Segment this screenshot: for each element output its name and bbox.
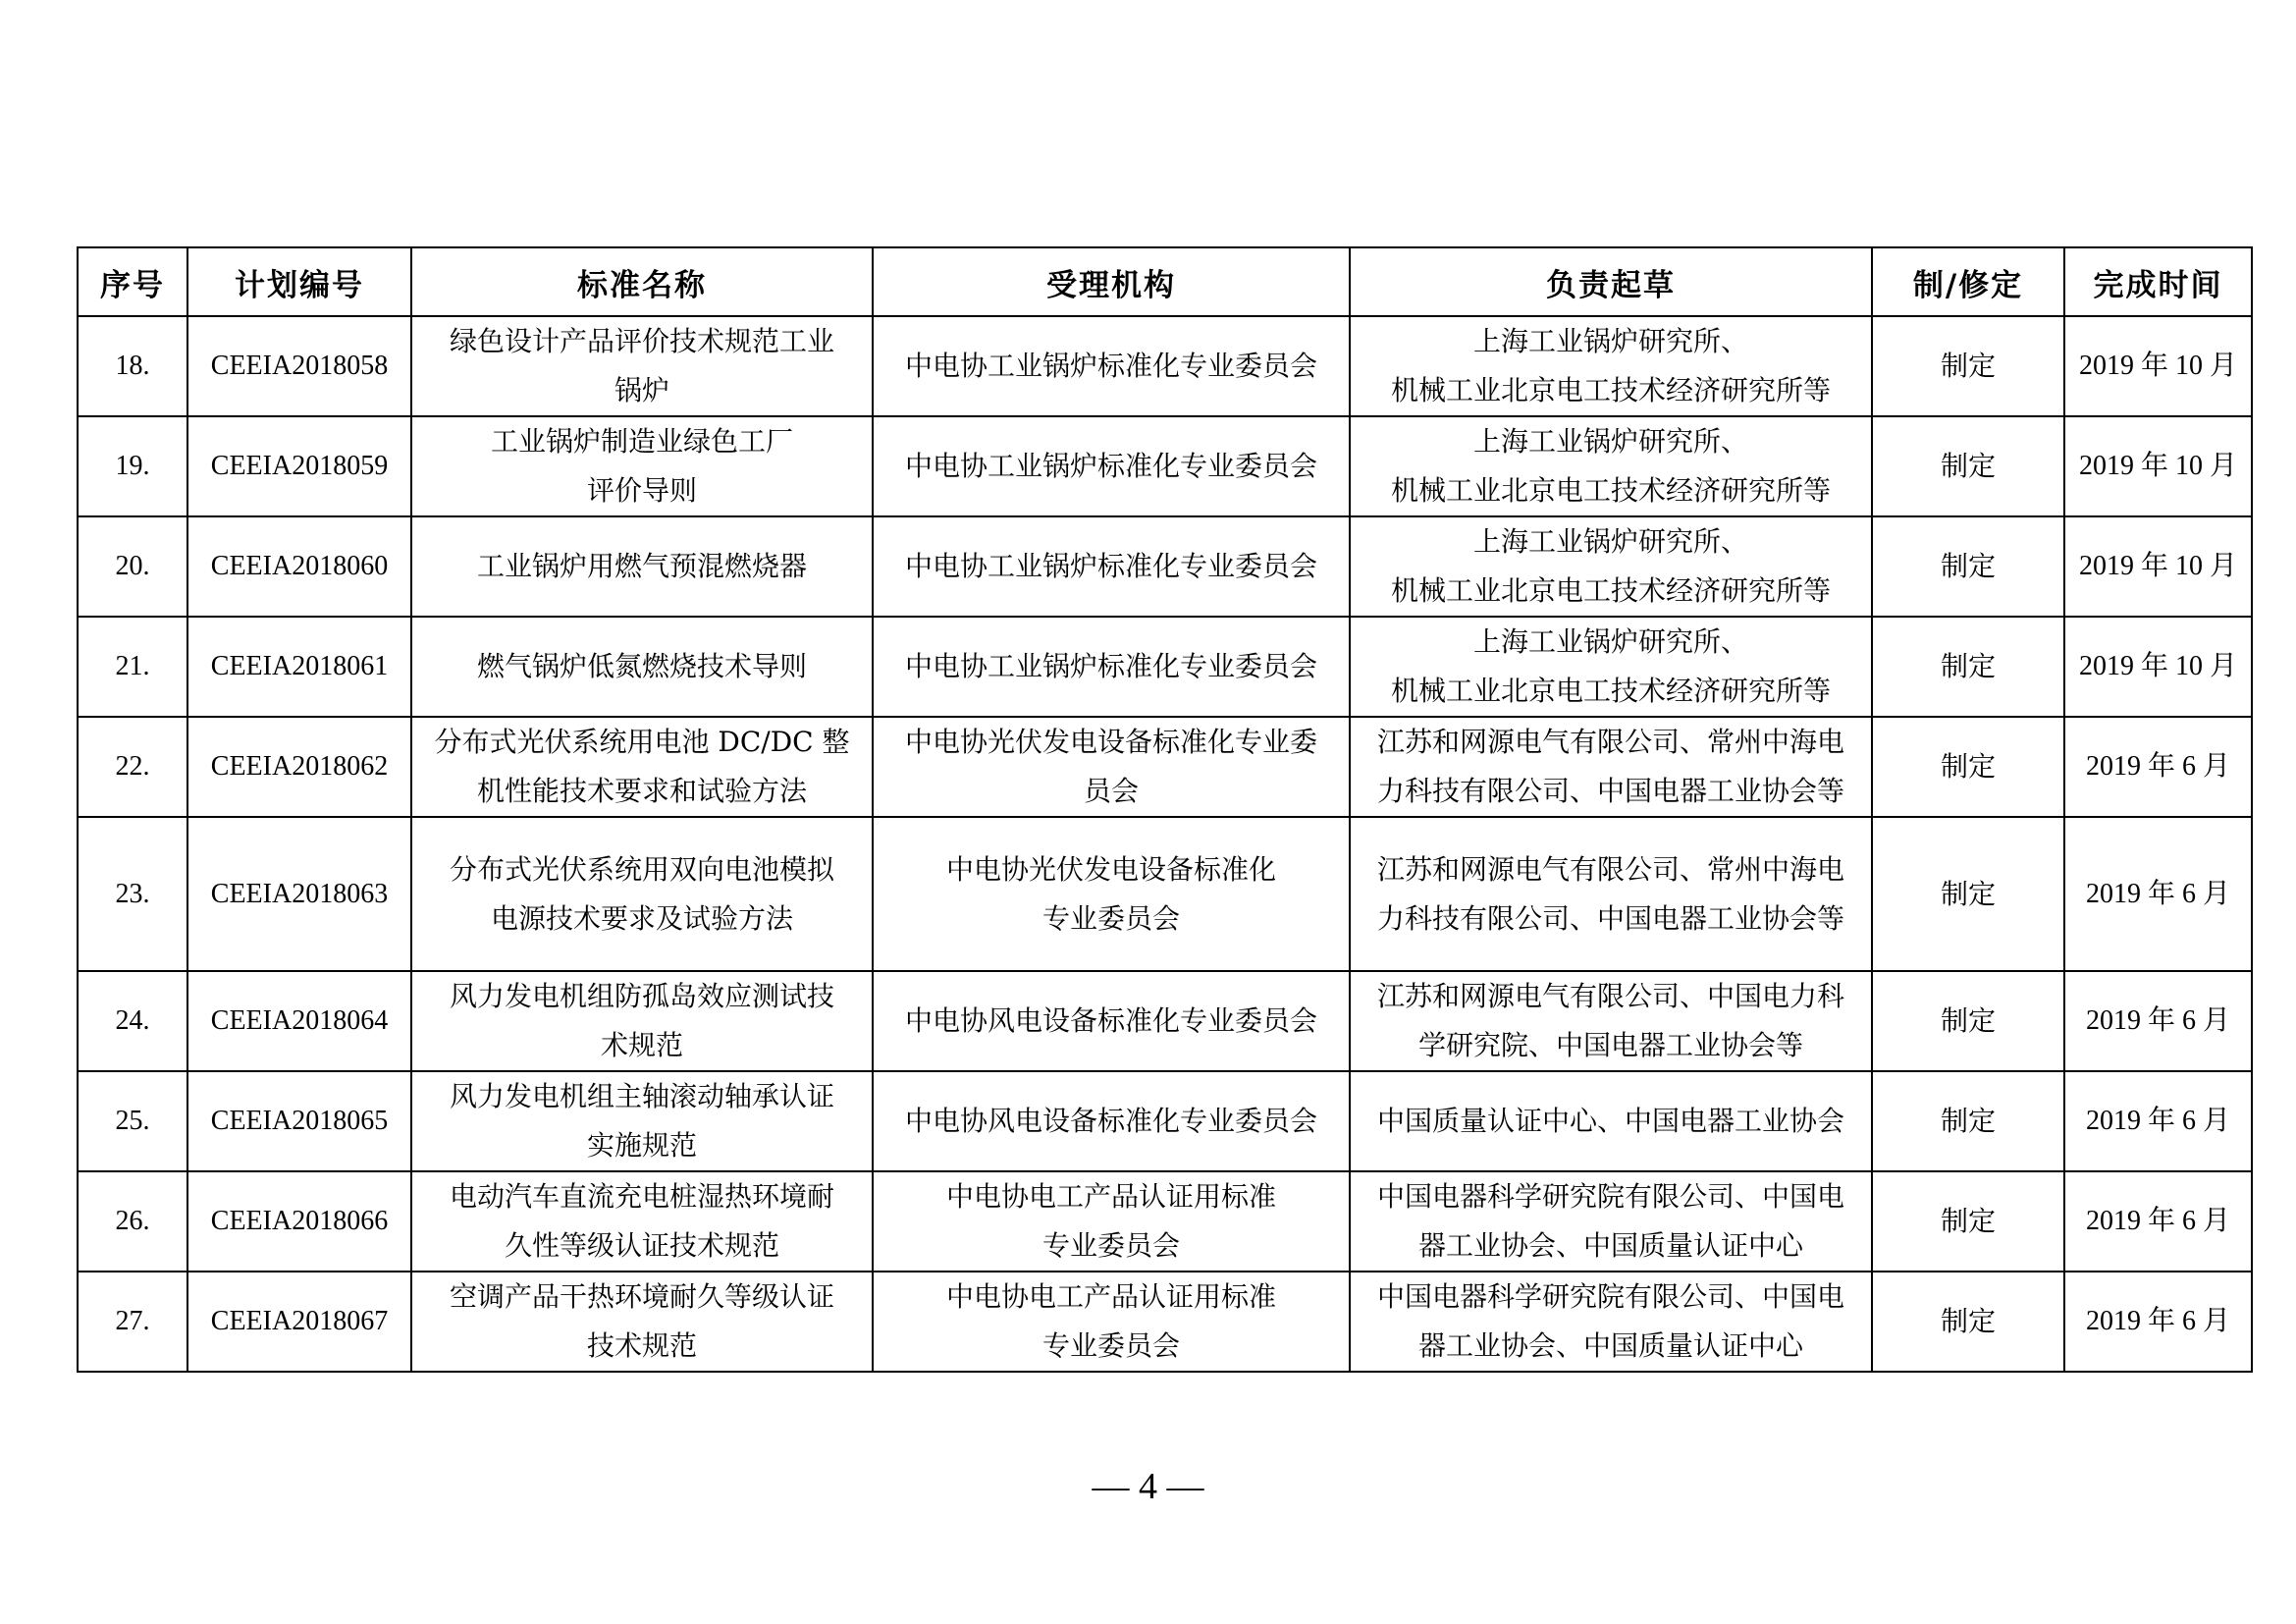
header-drafter: 负责起草: [1350, 247, 1872, 316]
formulate-type-cell: 制定: [1872, 416, 2064, 516]
formulate-type-cell: 制定: [1872, 717, 2064, 817]
drafter-cell-line: 力科技有限公司、中国电器工业协会等: [1376, 775, 1844, 807]
formulate-type-cell: 制定: [1872, 1071, 2064, 1171]
standard-name-cell-line: 机性能技术要求和试验方法: [476, 775, 807, 807]
formulate-type-cell: 制定: [1872, 1171, 2064, 1272]
standard-name-cell: [411, 416, 873, 516]
drafter-cell: [1350, 617, 1872, 717]
standard-name-cell-line: 空调产品干热环境耐久等级认证: [449, 1280, 834, 1313]
drafter-cell: [1350, 1272, 1872, 1372]
completion-date-cell: 2019 年 6 月: [2064, 971, 2252, 1071]
accepting-org-cell-line: 中电协工业锅炉标准化专业委员会: [904, 650, 1317, 682]
table-row: [78, 1272, 2252, 1372]
accepting-org-cell: [873, 617, 1350, 717]
drafter-cell: [1350, 516, 1872, 617]
drafter-cell: [1350, 717, 1872, 817]
standard-name-cell: [411, 817, 873, 971]
header-completion-time: 完成时间: [2064, 247, 2252, 316]
standard-name-cell-line: 分布式光伏系统用双向电池模拟: [449, 852, 834, 886]
accepting-org-cell-line: 中电协工业锅炉标准化专业委员会: [904, 350, 1317, 382]
plan-code-cell: CEEIA2018065: [187, 1071, 411, 1171]
drafter-cell-line: 机械工业北京电工技术经济研究所等: [1390, 474, 1831, 507]
completion-date-cell: 2019 年 10 月: [2064, 416, 2252, 516]
serial-cell: 23.: [78, 817, 187, 971]
standard-name-cell-line: 评价导则: [586, 474, 697, 507]
table-row: [78, 1171, 2252, 1272]
serial-cell: 18.: [78, 316, 187, 416]
standard-name-cell-line: 锅炉: [614, 374, 669, 406]
drafter-cell-line: 机械工业北京电工技术经济研究所等: [1390, 675, 1831, 707]
serial-cell: 19.: [78, 416, 187, 516]
standard-name-cell-line: 电动汽车直流充电桩湿热环境耐: [449, 1180, 834, 1213]
standard-name-cell-line: 工业锅炉制造业绿色工厂: [490, 425, 793, 458]
table-row: [78, 316, 2252, 416]
header-serial: 序号: [78, 247, 187, 316]
drafter-cell-line: 上海工业锅炉研究所、: [1472, 625, 1748, 658]
drafter-cell-line: 江苏和网源电气有限公司、常州中海电: [1376, 726, 1844, 758]
drafter-cell: [1350, 1171, 1872, 1272]
accepting-org-cell-line: 员会: [1083, 775, 1139, 807]
drafter-cell-line: 学研究院、中国电器工业协会等: [1417, 1029, 1803, 1061]
standard-name-cell-line: 燃气锅炉低氮燃烧技术导则: [476, 650, 807, 682]
standards-plan-table: [77, 246, 2253, 1373]
accepting-org-cell-line: 专业委员会: [1041, 1229, 1180, 1262]
standard-name-cell: [411, 717, 873, 817]
accepting-org-cell: [873, 817, 1350, 971]
standard-name-cell: [411, 1171, 873, 1272]
drafter-cell-line: 器工业协会、中国质量认证中心: [1417, 1229, 1803, 1262]
accepting-org-cell-line: 中电协光伏发电设备标准化专业委: [904, 726, 1317, 758]
plan-code-cell: CEEIA2018067: [187, 1272, 411, 1372]
standard-name-cell: [411, 316, 873, 416]
serial-cell: 21.: [78, 617, 187, 717]
drafter-cell-line: 机械工业北京电工技术经济研究所等: [1390, 374, 1831, 406]
completion-date-cell: 2019 年 6 月: [2064, 1071, 2252, 1171]
completion-date-cell: 2019 年 6 月: [2064, 1171, 2252, 1272]
completion-date-cell: 2019 年 10 月: [2064, 516, 2252, 617]
table-body: [78, 316, 2252, 1372]
standard-name-cell-line: 工业锅炉用燃气预混燃烧器: [476, 550, 807, 582]
drafter-cell-line: 江苏和网源电气有限公司、中国电力科: [1376, 980, 1844, 1012]
accepting-org-cell-line: 中电协风电设备标准化专业委员会: [904, 1105, 1317, 1137]
drafter-cell: [1350, 316, 1872, 416]
table-row: [78, 1071, 2252, 1171]
standard-name-cell-line: 绿色设计产品评价技术规范工业: [449, 325, 834, 357]
drafter-cell-line: 上海工业锅炉研究所、: [1472, 325, 1748, 357]
accepting-org-cell: [873, 1272, 1350, 1372]
drafter-cell-line: 江苏和网源电气有限公司、常州中海电: [1376, 852, 1844, 886]
table-header-row: [78, 247, 2252, 316]
serial-cell: 20.: [78, 516, 187, 617]
table-row: [78, 516, 2252, 617]
standard-name-cell: [411, 516, 873, 617]
drafter-cell-line: 中国质量认证中心、中国电器工业协会: [1376, 1105, 1844, 1137]
page-number: — 4 —: [1092, 1466, 1204, 1507]
drafter-cell: [1350, 416, 1872, 516]
formulate-type-cell: 制定: [1872, 617, 2064, 717]
standard-name-cell-line: 技术规范: [586, 1329, 697, 1362]
plan-code-cell: CEEIA2018059: [187, 416, 411, 516]
table-row: [78, 617, 2252, 717]
plan-code-cell: CEEIA2018058: [187, 316, 411, 416]
accepting-org-cell-line: 中电协风电设备标准化专业委员会: [904, 1004, 1317, 1037]
header-formulate-revise: 制/修定: [1872, 247, 2064, 316]
plan-code-cell: CEEIA2018060: [187, 516, 411, 617]
header-standard-name: 标准名称: [411, 247, 873, 316]
accepting-org-cell: [873, 717, 1350, 817]
completion-date-cell: 2019 年 10 月: [2064, 316, 2252, 416]
accepting-org-cell: [873, 1171, 1350, 1272]
table-row: [78, 817, 2252, 971]
formulate-type-cell: 制定: [1872, 971, 2064, 1071]
plan-code-cell: CEEIA2018064: [187, 971, 411, 1071]
standard-name-cell: [411, 1272, 873, 1372]
formulate-type-cell: 制定: [1872, 817, 2064, 971]
accepting-org-cell-line: 专业委员会: [1041, 1329, 1180, 1362]
drafter-cell: [1350, 817, 1872, 971]
accepting-org-cell-line: 中电协工业锅炉标准化专业委员会: [904, 550, 1317, 582]
standard-name-cell-line: 分布式光伏系统用电池 DC/DC 整: [434, 726, 850, 758]
serial-cell: 22.: [78, 717, 187, 817]
plan-code-cell: CEEIA2018062: [187, 717, 411, 817]
serial-cell: 24.: [78, 971, 187, 1071]
drafter-cell-line: 中国电器科学研究院有限公司、中国电: [1376, 1280, 1844, 1313]
standard-name-cell-line: 电源技术要求及试验方法: [490, 901, 793, 935]
standard-name-cell-line: 久性等级认证技术规范: [504, 1229, 779, 1262]
formulate-type-cell: 制定: [1872, 1272, 2064, 1372]
standard-name-cell: [411, 1071, 873, 1171]
standard-name-cell: [411, 617, 873, 717]
standard-name-cell-line: 风力发电机组防孤岛效应测试技: [449, 980, 834, 1012]
header-plan-code: 计划编号: [187, 247, 411, 316]
standard-name-cell: [411, 971, 873, 1071]
drafter-cell-line: 器工业协会、中国质量认证中心: [1417, 1329, 1803, 1362]
drafter-cell-line: 力科技有限公司、中国电器工业协会等: [1376, 901, 1844, 935]
accepting-org-cell: [873, 1071, 1350, 1171]
accepting-org-cell: [873, 416, 1350, 516]
accepting-org-cell: [873, 516, 1350, 617]
drafter-cell-line: 上海工业锅炉研究所、: [1472, 525, 1748, 558]
completion-date-cell: 2019 年 10 月: [2064, 617, 2252, 717]
header-accepting-org: 受理机构: [873, 247, 1350, 316]
drafter-cell-line: 中国电器科学研究院有限公司、中国电: [1376, 1180, 1844, 1213]
drafter-cell-line: 上海工业锅炉研究所、: [1472, 425, 1748, 458]
standard-name-cell-line: 风力发电机组主轴滚动轴承认证: [449, 1080, 834, 1112]
accepting-org-cell-line: 中电协光伏发电设备标准化: [945, 852, 1276, 886]
drafter-cell: [1350, 1071, 1872, 1171]
plan-code-cell: CEEIA2018066: [187, 1171, 411, 1272]
completion-date-cell: 2019 年 6 月: [2064, 817, 2252, 971]
completion-date-cell: 2019 年 6 月: [2064, 717, 2252, 817]
table-row: [78, 971, 2252, 1071]
accepting-org-cell-line: 中电协电工产品认证用标准: [945, 1280, 1276, 1313]
accepting-org-cell: [873, 971, 1350, 1071]
table-row: [78, 416, 2252, 516]
drafter-cell: [1350, 971, 1872, 1071]
table-row: [78, 717, 2252, 817]
plan-code-cell: CEEIA2018061: [187, 617, 411, 717]
accepting-org-cell-line: 专业委员会: [1041, 901, 1180, 935]
serial-cell: 25.: [78, 1071, 187, 1171]
plan-code-cell: CEEIA2018063: [187, 817, 411, 971]
completion-date-cell: 2019 年 6 月: [2064, 1272, 2252, 1372]
formulate-type-cell: 制定: [1872, 316, 2064, 416]
accepting-org-cell-line: 中电协工业锅炉标准化专业委员会: [904, 450, 1317, 482]
standard-name-cell-line: 实施规范: [586, 1129, 697, 1162]
drafter-cell-line: 机械工业北京电工技术经济研究所等: [1390, 574, 1831, 607]
accepting-org-cell-line: 中电协电工产品认证用标准: [945, 1180, 1276, 1213]
formulate-type-cell: 制定: [1872, 516, 2064, 617]
standard-name-cell-line: 术规范: [600, 1029, 683, 1061]
serial-cell: 27.: [78, 1272, 187, 1372]
serial-cell: 26.: [78, 1171, 187, 1272]
accepting-org-cell: [873, 316, 1350, 416]
